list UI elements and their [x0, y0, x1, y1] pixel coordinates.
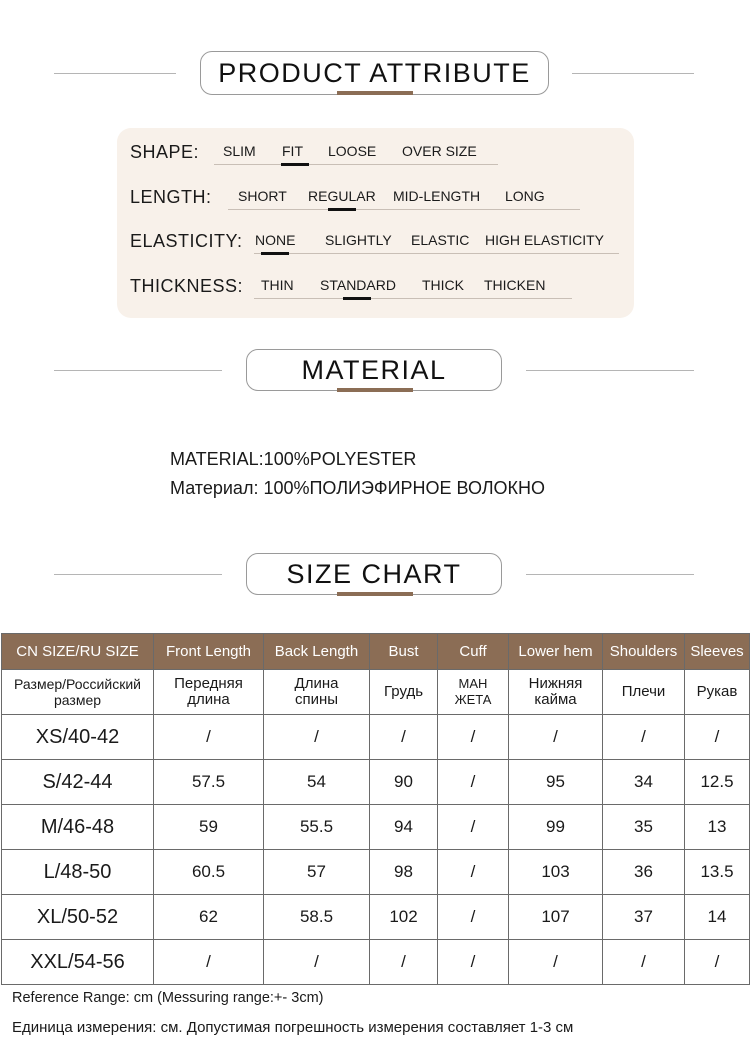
reference-range-ru: Единица измерения: см. Допустимая погрешность измерения составляет 1-3 см — [12, 1019, 574, 1036]
attribute-option: SHORT — [238, 188, 287, 204]
reference-range-en: Reference Range: cm (Messuring range:+- 3cm) — [12, 990, 324, 1006]
table-header-ru-cell: МАН ЖЕТА — [438, 670, 509, 715]
table-row — [2, 850, 750, 895]
table-cell: 34 — [603, 760, 685, 805]
table-header-ru-cell: Длина спины — [264, 670, 370, 715]
divider-line — [526, 574, 694, 575]
table-header-cell: Sleeves — [685, 634, 750, 670]
table-header-row — [2, 634, 750, 670]
attribute-row-elasticity — [130, 224, 630, 254]
selected-marker — [281, 163, 309, 166]
selected-marker — [343, 297, 371, 300]
table-header-cell: Front Length — [154, 634, 264, 670]
table-cell: 59 — [154, 805, 264, 850]
table-header-ru-cell: Размер/Российский размер — [2, 670, 154, 715]
attribute-option: SLIGHTLY — [325, 232, 392, 248]
table-cell: / — [154, 940, 264, 985]
table-cell: / — [438, 805, 509, 850]
table-cell: 57.5 — [154, 760, 264, 805]
attribute-baseline — [254, 253, 619, 254]
table-row — [2, 895, 750, 940]
table-cell: M/46-48 — [2, 805, 154, 850]
table-header-cell: CN SIZE/RU SIZE — [2, 634, 154, 670]
attribute-label: THICKNESS: — [130, 276, 244, 296]
table-header-cell: Bust — [370, 634, 438, 670]
table-cell: / — [509, 715, 603, 760]
title-accent-bar — [337, 388, 413, 392]
table-cell: 13.5 — [685, 850, 750, 895]
table-header-cell: Back Length — [264, 634, 370, 670]
table-cell: 35 — [603, 805, 685, 850]
attribute-option-selected: FIT — [282, 143, 303, 159]
table-cell: / — [685, 940, 750, 985]
attribute-section-title: PRODUCT ATTRIBUTE — [200, 51, 549, 95]
attribute-panel — [117, 128, 634, 318]
table-cell: 57 — [264, 850, 370, 895]
table-cell: 37 — [603, 895, 685, 940]
table-row — [2, 715, 750, 760]
table-row — [2, 940, 750, 985]
title-accent-bar — [337, 91, 413, 95]
title-accent-bar — [337, 592, 413, 596]
table-cell: / — [438, 850, 509, 895]
table-header-cell: Lower hem — [509, 634, 603, 670]
table-cell: 55.5 — [264, 805, 370, 850]
table-cell: L/48-50 — [2, 850, 154, 895]
table-cell: 98 — [370, 850, 438, 895]
table-cell: / — [438, 715, 509, 760]
attribute-option-selected: NONE — [255, 232, 296, 248]
attribute-baseline — [254, 298, 572, 299]
divider-line — [54, 574, 222, 575]
table-cell: 36 — [603, 850, 685, 895]
divider-line — [526, 370, 694, 371]
attribute-option: THIN — [261, 277, 294, 293]
table-cell: 99 — [509, 805, 603, 850]
table-cell: / — [264, 715, 370, 760]
table-header-ru-cell: Передняя длина — [154, 670, 264, 715]
table-cell: XXL/54-56 — [2, 940, 154, 985]
table-header-ru-cell: Рукав — [685, 670, 750, 715]
attribute-option-selected: STANDARD — [320, 277, 396, 293]
table-cell: S/42-44 — [2, 760, 154, 805]
attribute-option: THICK — [422, 277, 464, 293]
table-cell: XS/40-42 — [2, 715, 154, 760]
table-header-cell: Cuff — [438, 634, 509, 670]
table-cell: 60.5 — [154, 850, 264, 895]
table-header-ru-row — [2, 670, 750, 715]
table-cell: / — [603, 940, 685, 985]
table-cell: XL/50-52 — [2, 895, 154, 940]
attribute-option: OVER SIZE — [402, 143, 477, 159]
attribute-option: SLIM — [223, 143, 256, 159]
divider-line — [572, 73, 694, 74]
attribute-row-shape — [130, 135, 500, 165]
table-header-ru-cell: Грудь — [370, 670, 438, 715]
table-cell: / — [509, 940, 603, 985]
divider-line — [54, 73, 176, 74]
table-cell: 90 — [370, 760, 438, 805]
table-cell: / — [438, 760, 509, 805]
size-section-title: SIZE CHART — [246, 553, 502, 595]
table-header-cell: Shoulders — [603, 634, 685, 670]
table-cell: 54 — [264, 760, 370, 805]
table-cell: 107 — [509, 895, 603, 940]
attribute-option: LONG — [505, 188, 545, 204]
table-cell: 58.5 — [264, 895, 370, 940]
table-cell: / — [438, 940, 509, 985]
table-cell: / — [264, 940, 370, 985]
selected-marker — [261, 252, 289, 255]
attribute-row-thickness — [130, 269, 590, 299]
attribute-label: ELASTICITY: — [130, 231, 243, 251]
table-header-ru-cell: Нижняя кайма — [509, 670, 603, 715]
attribute-label: LENGTH: — [130, 187, 212, 207]
selected-marker — [328, 208, 356, 211]
attribute-label: SHAPE: — [130, 142, 200, 162]
table-cell: / — [685, 715, 750, 760]
attribute-row-length — [130, 180, 600, 210]
attribute-option: ELASTIC — [411, 232, 470, 248]
divider-line — [54, 370, 222, 371]
table-cell: 12.5 — [685, 760, 750, 805]
table-cell: 13 — [685, 805, 750, 850]
table-cell: 62 — [154, 895, 264, 940]
attribute-option-selected: REGULAR — [308, 188, 376, 204]
table-cell: 103 — [509, 850, 603, 895]
material-text-en: MATERIAL:100%POLYESTER — [170, 449, 417, 469]
table-cell: 95 — [509, 760, 603, 805]
attribute-baseline — [214, 164, 498, 165]
attribute-option: MID-LENGTH — [393, 188, 481, 204]
table-cell: 102 — [370, 895, 438, 940]
table-header-ru-cell: Плечи — [603, 670, 685, 715]
material-section-title: MATERIAL — [246, 349, 502, 391]
table-cell: / — [603, 715, 685, 760]
table-row — [2, 805, 750, 850]
table-cell: 14 — [685, 895, 750, 940]
table-cell: / — [370, 715, 438, 760]
table-cell: / — [154, 715, 264, 760]
attribute-option: LOOSE — [328, 143, 377, 159]
size-chart-table — [1, 633, 750, 985]
table-cell: / — [370, 940, 438, 985]
attribute-baseline — [228, 209, 580, 210]
attribute-option: THICKEN — [484, 277, 546, 293]
table-cell: / — [438, 895, 509, 940]
material-text-ru: Материал: 100%ПОЛИЭФИРНОЕ ВОЛОКНО — [170, 478, 546, 498]
table-cell: 94 — [370, 805, 438, 850]
attribute-option: HIGH ELASTICITY — [485, 232, 605, 248]
table-row — [2, 760, 750, 805]
